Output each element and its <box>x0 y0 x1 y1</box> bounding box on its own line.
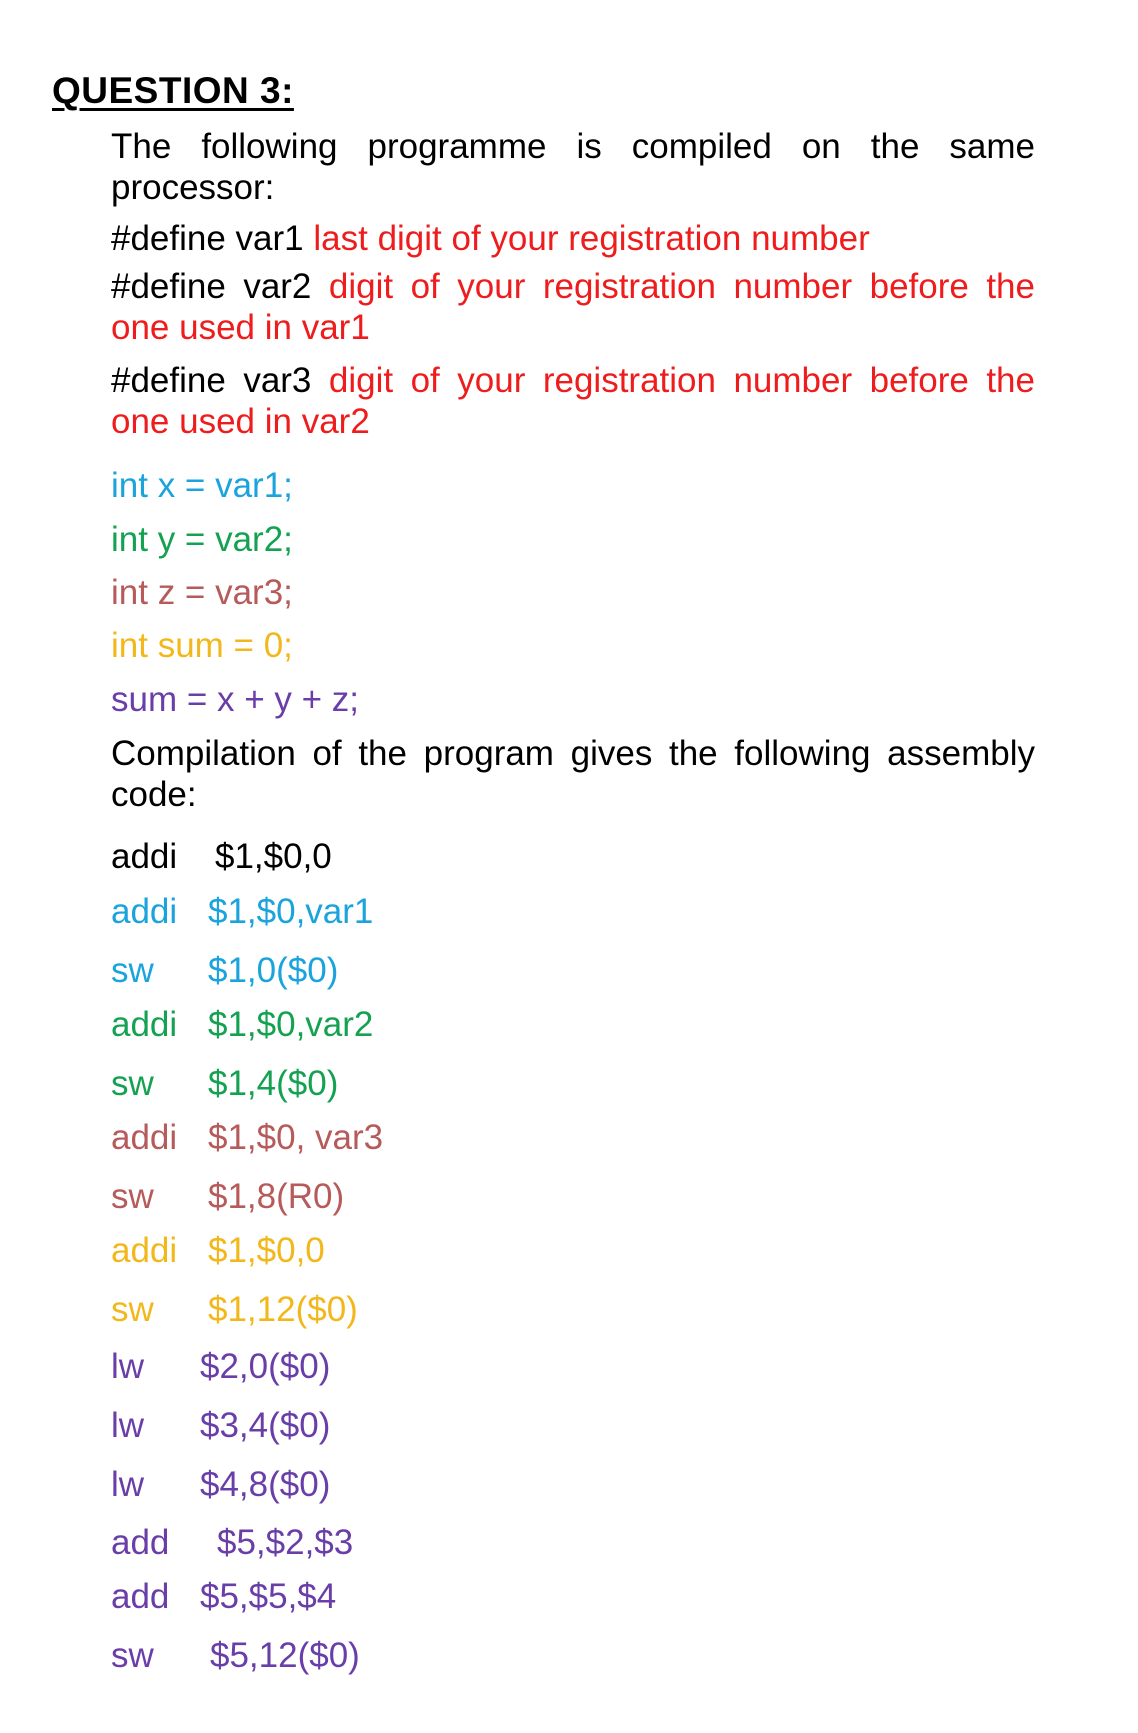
define-var2 <box>111 266 1035 348</box>
c-line-x: int x = var1; <box>111 466 293 505</box>
define-var2-desc: digit of your registration number before the one used in var1 <box>111 267 1035 347</box>
asm-args: $3,4($0) <box>200 1406 331 1445</box>
asm-args: $1,$0,var2 <box>208 1005 374 1044</box>
intro-text: The following programme is compiled on the same processor: <box>111 127 1035 207</box>
asm-line <box>111 1176 345 1217</box>
c-line-sum: sum = x + y + z; <box>111 680 360 719</box>
asm-line <box>111 1405 331 1446</box>
asm-args: $2,0($0) <box>200 1347 331 1386</box>
asm-args: $5,$2,$3 <box>217 1523 354 1562</box>
asm-args: $1,4($0) <box>208 1064 339 1103</box>
c-line-sum-init: int sum = 0; <box>111 626 293 665</box>
define-var1 <box>111 218 870 259</box>
asm-op: lw <box>111 1465 145 1504</box>
question-heading: QUESTION 3: <box>52 70 294 111</box>
asm-args: $1,$0,0 <box>208 1231 325 1270</box>
asm-op: addi <box>111 892 178 931</box>
define-var1-desc: last digit of your registration number <box>313 219 870 258</box>
asm-args: $1,12($0) <box>208 1290 358 1329</box>
define-var1-prefix: #define var1 <box>111 219 314 258</box>
asm-line <box>111 1464 331 1505</box>
asm-op: lw <box>111 1406 145 1445</box>
asm-line <box>111 1063 339 1104</box>
asm-op: addi <box>111 837 178 876</box>
asm-line <box>111 836 332 877</box>
asm-line <box>111 1230 325 1271</box>
define-var3 <box>111 360 1035 442</box>
asm-op: addi <box>111 1118 178 1157</box>
asm-line <box>111 891 374 932</box>
asm-op: lw <box>111 1347 145 1386</box>
compile-note: Compilation of the program gives the following assembly code: <box>111 734 1035 814</box>
asm-args: $1,8(R0) <box>208 1177 345 1216</box>
asm-line <box>111 1346 331 1387</box>
asm-line <box>111 1117 384 1158</box>
asm-op: sw <box>111 1064 154 1103</box>
asm-args: $5,$5,$4 <box>200 1577 337 1616</box>
c-line-y: int y = var2; <box>111 520 293 559</box>
define-var3-prefix: #define var3 <box>111 361 329 400</box>
define-var3-desc: digit of your registration number before the one used in var2 <box>111 361 1035 441</box>
c-line-z: int z = var3; <box>111 573 293 612</box>
asm-line <box>111 1289 358 1330</box>
asm-op: sw <box>111 1290 154 1329</box>
asm-line <box>111 950 339 991</box>
asm-args: $5,12($0) <box>210 1636 360 1675</box>
asm-args: $1,0($0) <box>208 951 339 990</box>
asm-args: $1,$0,0 <box>215 837 332 876</box>
asm-op: add <box>111 1577 170 1616</box>
asm-op: addi <box>111 1231 178 1270</box>
asm-line <box>111 1576 337 1617</box>
asm-op: add <box>111 1523 170 1562</box>
asm-op: addi <box>111 1005 178 1044</box>
asm-op: sw <box>111 1177 154 1216</box>
asm-args: $1,$0, var3 <box>208 1118 384 1157</box>
asm-op: sw <box>111 951 154 990</box>
asm-args: $1,$0,var1 <box>208 892 374 931</box>
asm-line <box>111 1522 354 1563</box>
asm-line <box>111 1004 374 1045</box>
define-var2-prefix: #define var2 <box>111 267 329 306</box>
asm-op: sw <box>111 1636 154 1675</box>
asm-args: $4,8($0) <box>200 1465 331 1504</box>
asm-line <box>111 1635 360 1676</box>
